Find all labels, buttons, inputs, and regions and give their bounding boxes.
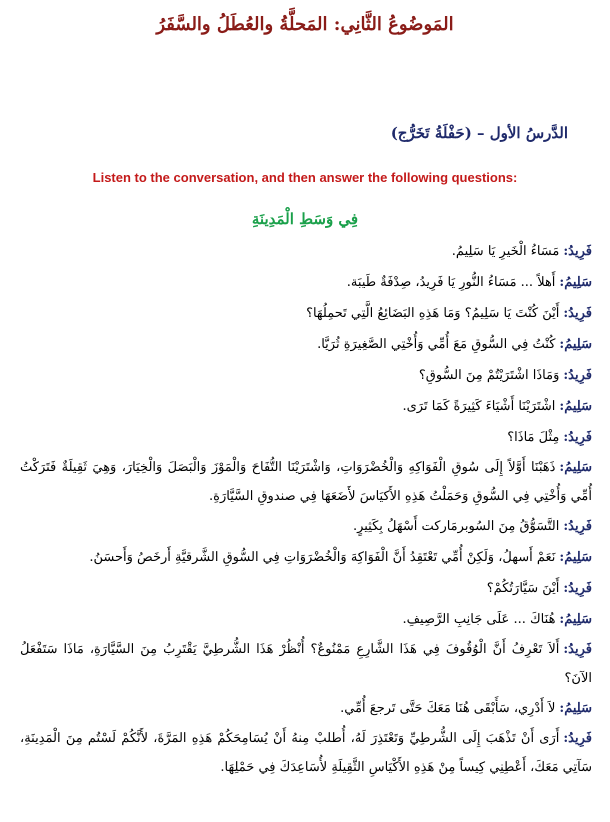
utterance: أَلاَ تَعْرِفُ أَنَّ الْوُقُوفَ فِي هَذَا الشَّارِعِ مَمْنُوعٌ؟ أُنْظُرْ هَذَا الشُّرطِيَّ يَقْتَرِبُ مِنَ السَّيَّارَةِ، مَاذَا سَتَفْعَلُ الآنَ؟	[20, 642, 592, 686]
speaker-name: فَرِيدُ:	[563, 731, 592, 746]
utterance: كُنْتُ فِي السُّوقِ مَعَ أُمِّي وَأُخْتِي الصَّغِيرَةِ ثُرَيَّا.	[317, 337, 556, 352]
conversation-title: فِي وَسَطِ الْمَدِينَةِ	[251, 210, 359, 228]
utterance: أَيْنَ سَيَّارَتُكُمْ؟	[486, 581, 560, 596]
speaker-name: فَرِيدُ:	[563, 306, 592, 321]
page-title: المَوضُوعُ الثَّانِي: المَحلَّةُ والعُطَلُ والسَّفَرُ	[156, 14, 454, 35]
utterance: نَعَمْ أَسهلُ، وَلَكِنْ أُمِّي تَعْتَقِدُ أَنَّ الْفَوَاكِهَ وَالْخُضْرَوَاتِ فِي السُّوقِ الشَّرقيَّةِ أَرخَصُ وَأَحسَنُ.	[89, 550, 556, 565]
utterance: ذَهَبْنَا أَوَّلاً إِلَى سُوقِ الْفَوَاكِهِ وَالْخُضْرَوَاتِ، وَاشْتَرَيْنَا التُّفَاحَ وَالْمَوْزَ وَالْبَصَلَ وَالْخِيَارَ، وَهِيَ ثَقِيلَةٌ فَتَرَكْتُ أُمِّي وَأُخْتِي فِي السُّوقِ وَحَمَلْتُ هَذِهِ الأَكيَاسَ لأَضَعَهَا فِي صندوقِ السَّيَّارَةِ.	[20, 460, 592, 504]
dialogue-line	[20, 453, 592, 511]
utterance: اشْتَرَيْنَا أَشْيَاءَ كَثِيرَةً كَمَا تَرَى.	[402, 399, 556, 414]
speaker-name: فَرِيدُ:	[563, 519, 592, 534]
utterance: التَّسَوُّقُ مِنَ السُوبرمَاركت أَسْهَلُ بِكَثِيرٍ.	[352, 519, 560, 534]
dialogue-line	[20, 422, 592, 453]
dialogue-line	[20, 635, 592, 693]
utterance: وَمَاذَا اشْتَرَيْتُمْ مِنَ السُّوقِ؟	[418, 368, 560, 383]
dialogue-line	[20, 329, 592, 360]
utterance: أَهلاً ... مَسَاءُ النُّورِ يَا فَرِيدُ، صِدْفَةٌ طَيبَة.	[346, 275, 556, 290]
speaker-name: فَرِيدُ:	[563, 368, 592, 383]
dialogue-line	[20, 236, 592, 267]
instructions: Listen to the conversation, and then answer the following questions:	[92, 170, 518, 185]
utterance: أَيْنَ كُنْتَ يَا سَلِيمُ؟ وَمَا هَذِهِ البَضَائِعُ الَّتِي تَحمِلُهَا؟	[306, 306, 560, 321]
speaker-name: سَلِيمُ:	[559, 550, 592, 565]
dialogue-line	[20, 298, 592, 329]
dialogue-line	[20, 391, 592, 422]
utterance: مَسَاءُ الْخَيرِ يَا سَلِيمُ.	[451, 244, 560, 259]
dialogue-line	[20, 724, 592, 782]
dialogue-line	[20, 360, 592, 391]
dialogue-line	[20, 693, 592, 724]
speaker-name: سَلِيمُ:	[559, 275, 592, 290]
dialogue	[20, 236, 592, 782]
speaker-name: فَرِيدُ:	[563, 642, 592, 657]
utterance: لاَ أَدْرِي، سَأَبْقَى هُنَا مَعَكَ حَتَّى تَرجعَ أُمِّي.	[340, 701, 556, 716]
dialogue-line	[20, 573, 592, 604]
dialogue-line	[20, 511, 592, 542]
dialogue-line	[20, 267, 592, 298]
speaker-name: فَرِيدُ:	[563, 244, 592, 259]
speaker-name: سَلِيمُ:	[559, 612, 592, 627]
dialogue-line	[20, 542, 592, 573]
lesson-title: الدَّرسُ الأول – (حَفْلَةُ تَخَرُّج)	[390, 124, 568, 142]
dialogue-line	[20, 604, 592, 635]
utterance: مِثْلَ مَاذَا؟	[507, 430, 560, 445]
speaker-name: سَلِيمُ:	[559, 399, 592, 414]
utterance: أَرَى أَنْ تَذْهَبَ إِلَى الشُّرطِيِّ وَتَعْتَذِرَ لَهُ، أُطلبْ مِنهُ أَنْ يُسَامِحَكُمْ هَذِهِ المَرَّةَ، لأَنَّكُمْ لَسْتُم مِنَ الْمَدِينَةِ، سَآتِي مَعَكَ، أَعْطِنِي كِيساً مِنْ هَذِهِ الأَكْيَاسِ الثَّقِيلَةِ لأُسَاعِدَكَ فِي حَمْلِهَا.	[20, 731, 592, 775]
speaker-name: سَلِيمُ:	[559, 701, 592, 716]
speaker-name: سَلِيمُ:	[559, 337, 592, 352]
utterance: هُنَاكَ ... عَلَى جَانِبِ الرَّصِيفِ.	[402, 612, 556, 627]
speaker-name: فَرِيدُ:	[563, 430, 592, 445]
speaker-name: سَلِيمُ:	[559, 460, 592, 475]
speaker-name: فَرِيدُ:	[563, 581, 592, 596]
